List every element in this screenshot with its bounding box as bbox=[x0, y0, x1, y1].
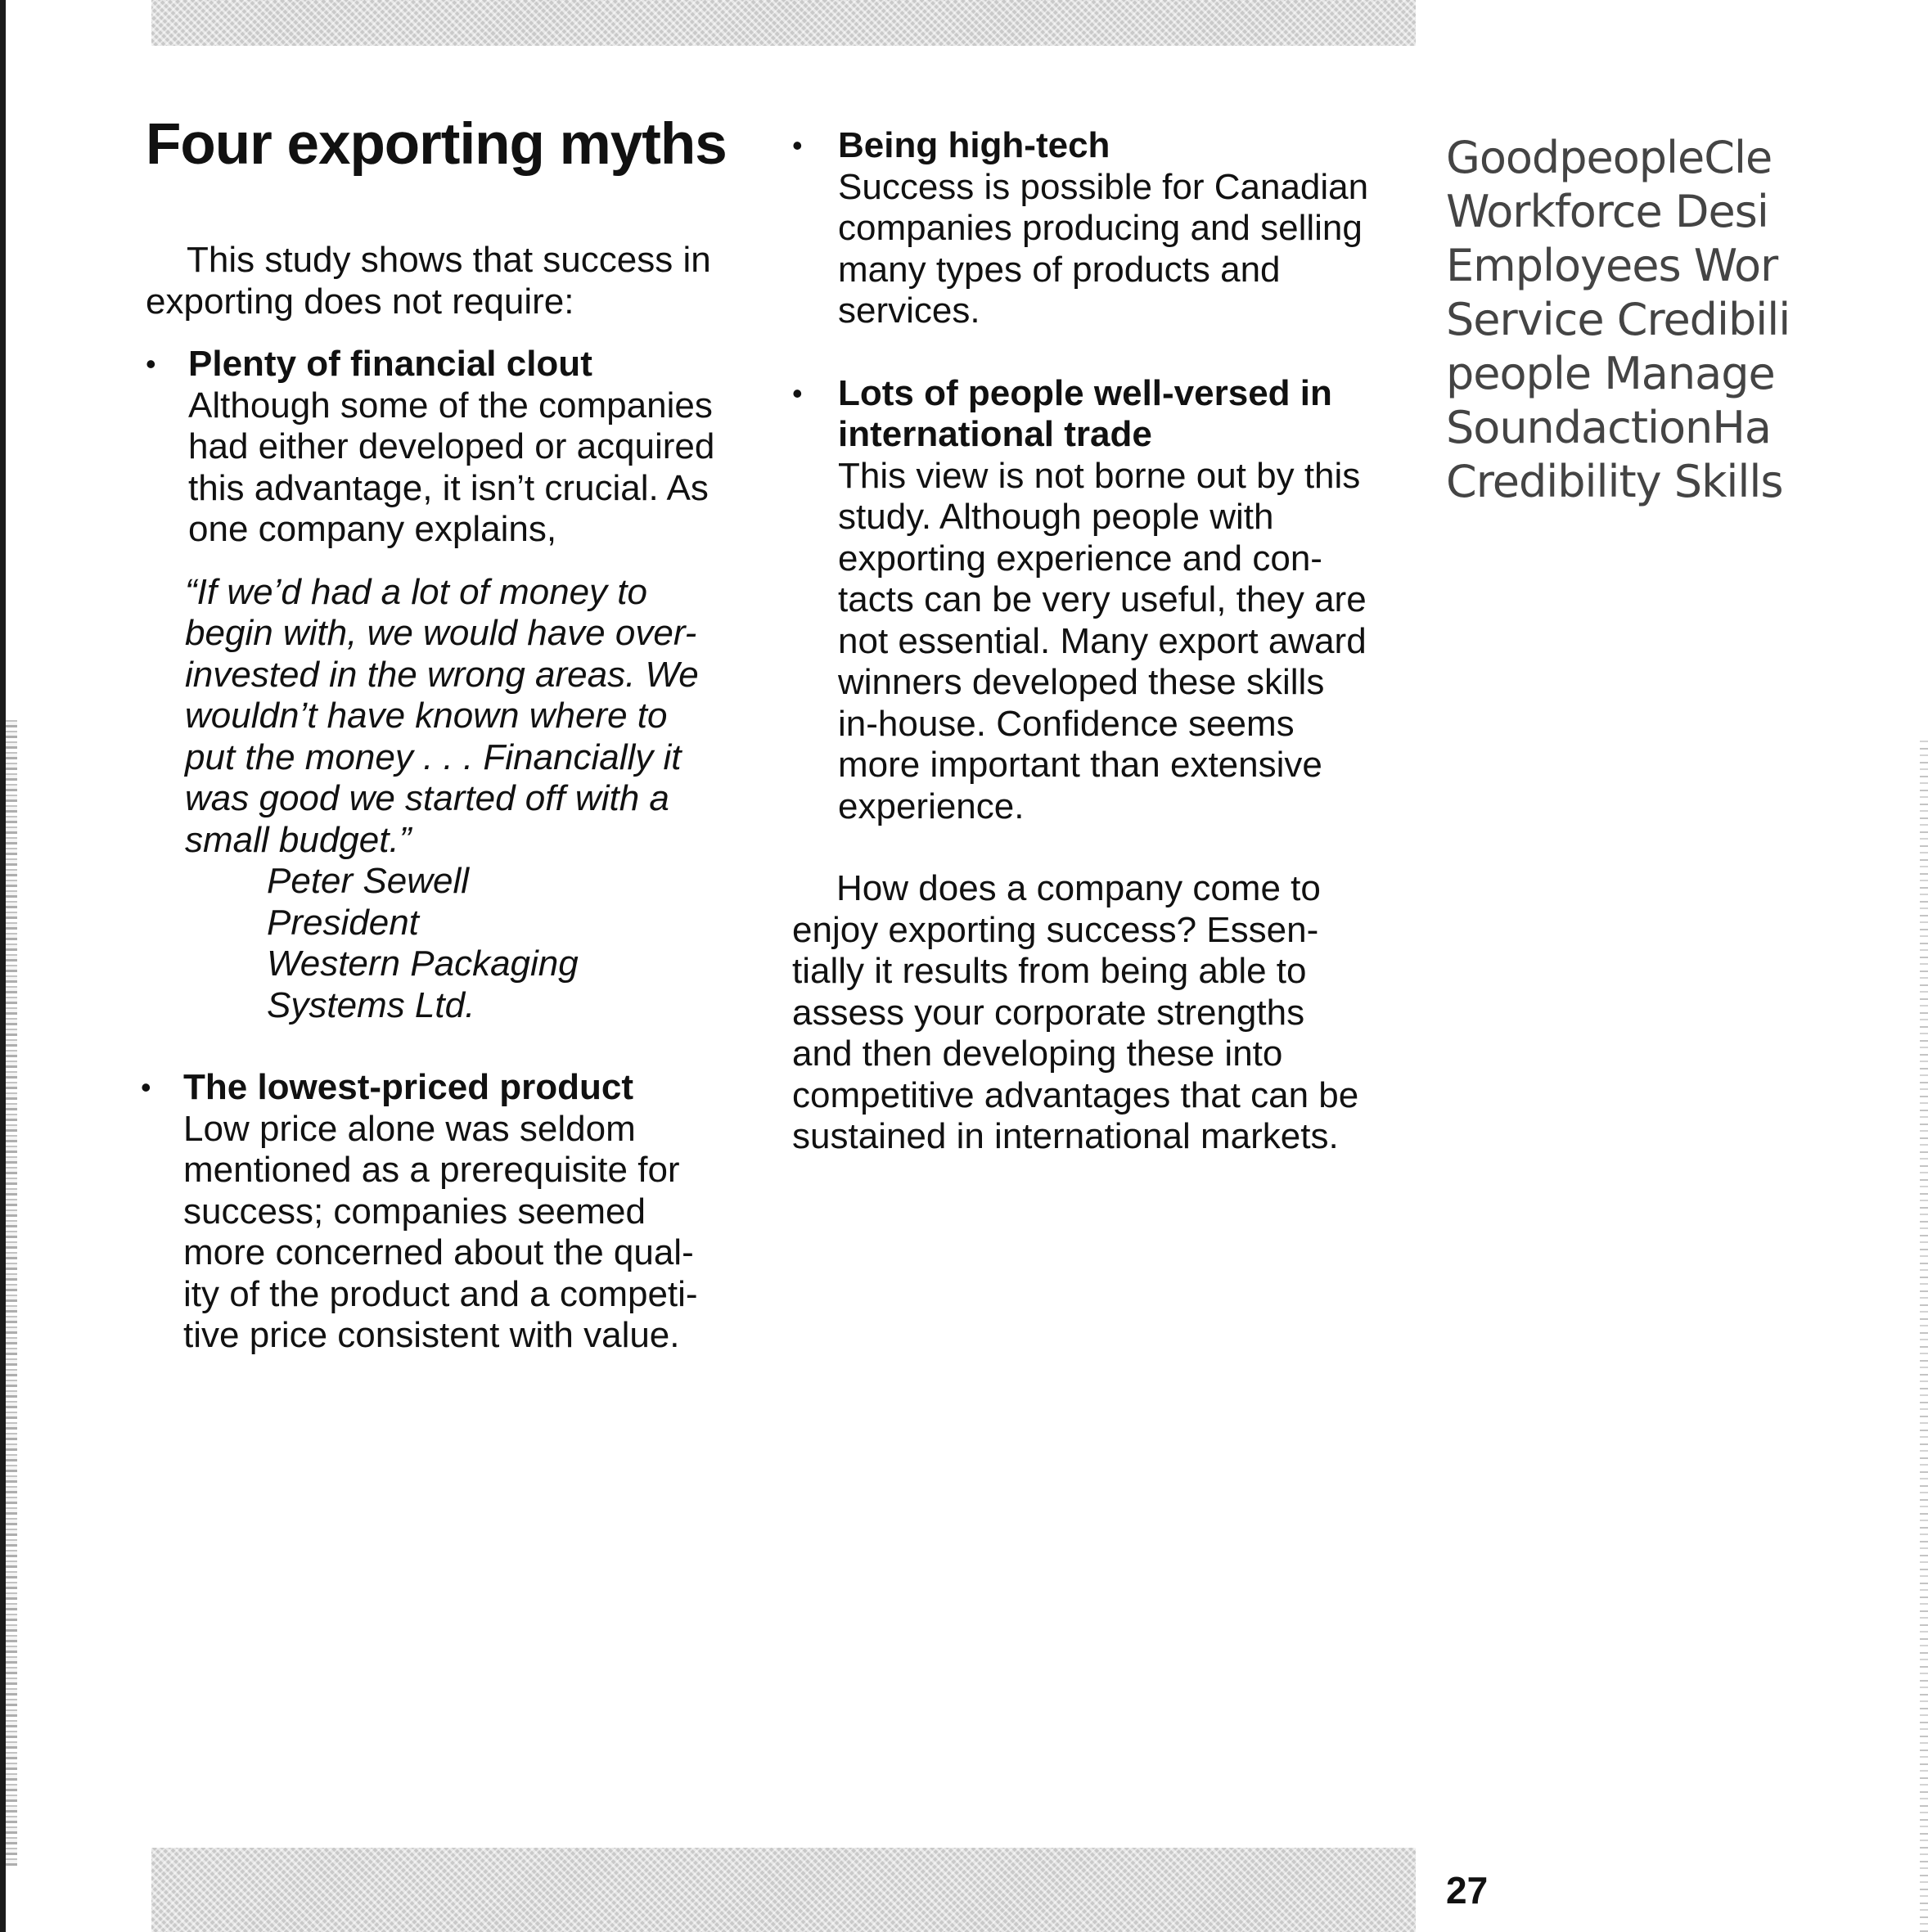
myth-heading: international trade bbox=[838, 414, 1152, 454]
myth-body-line: tive price consistent with value. bbox=[183, 1315, 680, 1355]
myth-body-line: services. bbox=[838, 290, 980, 331]
myth-heading: Lots of people well-versed in bbox=[838, 372, 1332, 413]
conclusion-line: tially it results from being able to bbox=[792, 951, 1307, 991]
attribution-line: President bbox=[267, 902, 419, 943]
top-halftone-band bbox=[151, 0, 1416, 46]
bullet-dot: • bbox=[792, 128, 803, 162]
conclusion-line: assess your corporate strengths bbox=[792, 992, 1305, 1033]
myth-lowest-price bbox=[141, 1067, 714, 1357]
conclusion-line: competitive advantages that can be bbox=[792, 1074, 1359, 1115]
myth-heading: Being high-tech bbox=[838, 125, 1110, 165]
conclusion-line: sustained in international markets. bbox=[792, 1116, 1339, 1156]
myth-body-line: exporting experience and con- bbox=[838, 538, 1322, 579]
myth-body-line: more important than extensive bbox=[838, 745, 1322, 785]
quote-line: was good we started off with a bbox=[185, 778, 669, 818]
tag-word-line: Service Credibili bbox=[1446, 294, 1791, 345]
myth-body-line: many types of products and bbox=[838, 249, 1281, 290]
intro-line: exporting does not require: bbox=[146, 281, 574, 322]
quote-line: invested in the wrong areas. We bbox=[185, 654, 699, 695]
tag-word-line: Credibility Skills bbox=[1446, 456, 1783, 507]
myth-high-tech bbox=[792, 125, 1368, 332]
scan-left-edge bbox=[0, 0, 6, 1932]
tag-word-line: Workforce Desi bbox=[1446, 186, 1768, 237]
bullet-dot: • bbox=[146, 347, 156, 381]
tag-word-line: people Manage bbox=[1446, 348, 1775, 399]
conclusion-line: enjoy exporting success? Essen- bbox=[792, 909, 1319, 950]
conclusion-paragraph bbox=[792, 868, 1368, 1158]
quote-line: begin with, we would have over- bbox=[185, 613, 697, 653]
scan-left-grain bbox=[6, 720, 17, 1866]
myth-body-line: this advantage, it isn’t crucial. As bbox=[188, 467, 709, 508]
myth-body-line: ity of the product and a competi- bbox=[183, 1273, 698, 1314]
myth-financial-clout bbox=[146, 344, 714, 551]
myth-heading: The lowest-priced product bbox=[183, 1067, 634, 1107]
quote-line: “If we’d had a lot of money to bbox=[185, 571, 647, 612]
quote-line: wouldn’t have known where to bbox=[185, 696, 668, 736]
page-title: Four exporting myths bbox=[146, 112, 727, 177]
myth-body-line: Low price alone was seldom bbox=[183, 1108, 636, 1149]
myth-international-trade bbox=[792, 373, 1368, 828]
myth-body-line: not essential. Many export award bbox=[838, 620, 1367, 661]
myth-body-line: Success is possible for Canadian bbox=[838, 166, 1369, 207]
tag-word-line: GoodpeopleCle bbox=[1446, 132, 1773, 183]
myth-body-line: experience. bbox=[838, 786, 1025, 826]
page-number: 27 bbox=[1446, 1869, 1489, 1912]
myth-body-line: tacts can be very useful, they are bbox=[838, 579, 1367, 619]
quote-line: small budget.” bbox=[185, 819, 412, 860]
quote-block bbox=[146, 572, 714, 1027]
attribution-line: Peter Sewell bbox=[267, 861, 470, 901]
quote-line: put the money . . . Financially it bbox=[185, 736, 682, 777]
myth-body-line: mentioned as a prerequisite for bbox=[183, 1150, 680, 1190]
myth-body-line: one company explains, bbox=[188, 509, 557, 549]
attribution-line: Systems Ltd. bbox=[267, 984, 475, 1025]
myth-body-line: study. Although people with bbox=[838, 497, 1274, 537]
intro-paragraph bbox=[146, 240, 714, 281]
left-column bbox=[141, 240, 715, 1357]
bottom-halftone-band bbox=[151, 1848, 1416, 1932]
conclusion-line: and then developing these into bbox=[792, 1034, 1283, 1074]
myth-body-line: This view is not borne out by this bbox=[838, 455, 1361, 496]
myth-heading: Plenty of financial clout bbox=[188, 344, 592, 384]
myth-body-line: in-house. Confidence seems bbox=[838, 703, 1295, 744]
myth-body-line: had either developed or acquired bbox=[188, 426, 715, 466]
tag-word-line: SoundactionHa bbox=[1446, 402, 1771, 453]
bullet-dot: • bbox=[141, 1070, 151, 1104]
decorative-word-block bbox=[1446, 131, 1822, 509]
myth-body-line: success; companies seemed bbox=[183, 1191, 646, 1232]
conclusion-line: How does a company come to bbox=[836, 868, 1321, 908]
myth-body-line: winners developed these skills bbox=[838, 662, 1325, 702]
tag-word-line: Employees Wor bbox=[1446, 240, 1778, 291]
bullet-dot: • bbox=[792, 376, 803, 410]
myth-body-line: companies producing and selling bbox=[838, 208, 1363, 248]
myth-body-line: more concerned about the qual- bbox=[183, 1232, 694, 1272]
middle-column bbox=[792, 125, 1368, 1158]
myth-body-line: Although some of the companies bbox=[188, 385, 713, 426]
attribution-line: Western Packaging bbox=[267, 943, 579, 984]
scan-right-grain bbox=[1920, 736, 1928, 1932]
intro-line: This study shows that success in bbox=[187, 240, 711, 280]
